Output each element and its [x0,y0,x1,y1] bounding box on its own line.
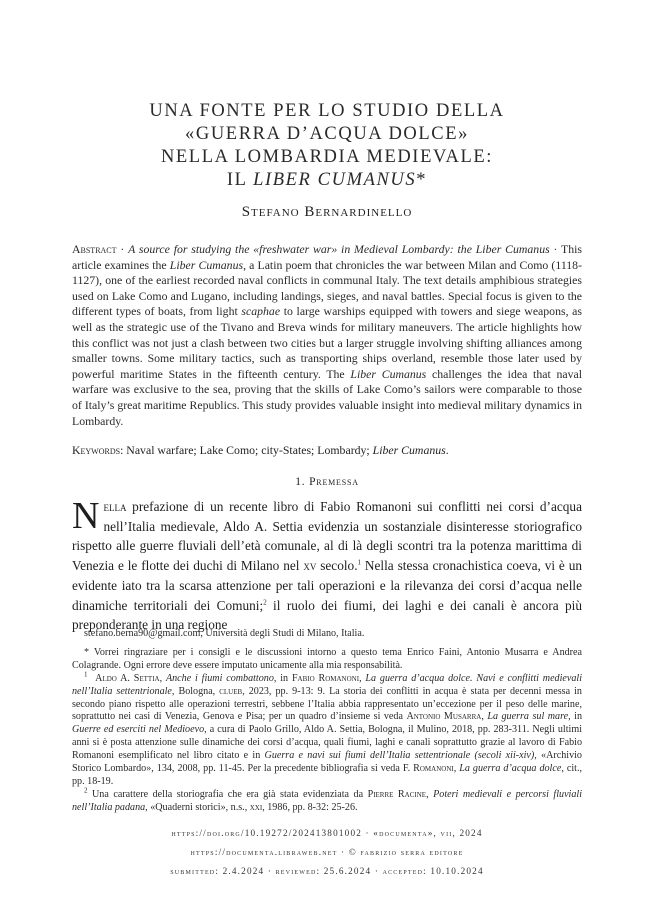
abstract-sep: · [116,242,129,256]
footnotes [72,628,582,815]
keywords-label: Keywords [72,443,121,457]
footnote-1-author-2: Fabio Romanoni [291,672,360,684]
section-title: Premessa [309,476,359,488]
footnote-2-mark: 2 [84,786,88,795]
footnote-2-text-1: Una carattere della storiografia che era già stata evidenziata da [87,788,368,800]
footnote-1-text-9: , «Archivio Storico Lombardo», 134, 2008, pp. 11-45. Per la precedente bibliografia si veda [72,750,582,775]
title-star: * [416,170,428,190]
footnote-1-italic-6: La guerra d’acqua dolce [459,763,562,775]
section-heading [72,476,582,488]
abstract-title: A source for studying the «freshwater war» in Medieval Lombardy: the Liber Cumanus [128,242,550,256]
footnote-1-text-3: , [359,672,366,684]
abstract [72,242,582,429]
footnote-1-text-2: , in [273,672,292,684]
footnote-1-text-6: , [481,711,488,723]
title-line-4 [72,169,582,192]
footer-doi[interactable]: https://doi.org/10.19272/202413801002 · «documenta», vii, 2024 [171,828,483,838]
article-title [72,100,582,192]
footnote-1-mark: 1 [84,670,88,679]
footnote-1-author-4: F. Romanoni [402,763,454,775]
body-text-4: il ruolo dei fiumi, dei laghi e dei canali è ancora più preponderante in una regione [72,597,582,633]
footnote-ref-1[interactable]: 1 [357,558,362,567]
footnote-1-text-7: , in [568,711,583,723]
footnote-1-italic-5: Guerra e navi sui fiumi dell’Italia settentrionale (secoli xii-xiv) [264,750,535,762]
footnote-1-italic-2: La guerra d’acqua dolce. Navi e conflitti medievali nell’Italia settentrionale [72,672,583,697]
author-email: stefano.berna90@gmail.com, Università degli Studi di Milano, Italia. [84,628,365,639]
body-smallcaps: ella [103,499,127,514]
footnote-1 [72,670,583,789]
footnote-2-author: Pierre Racine [367,788,427,800]
abstract-text-1: This article examines the [72,242,582,272]
footnote-1-text-5: , 2023, pp. 9-13: 9. La storia dei conflitti in acqua è stata per decenni messa in secondo piano rispetto alle operazioni terrestri, sebbene l’Italia abbia rappresentato un’eccezione per il peso delle marine, soprattutto nei casi di Venezia, Genova e Pisa; per un quadro d’insieme si veda [72,685,582,723]
keywords-italic: Liber Cumanus [372,443,446,457]
keywords-end: . [445,443,449,457]
footnote-1-text-1: , [159,672,166,684]
title-line-3: NELLA LOMBARDIA MEDIEVALE: [160,147,494,167]
footnote-1-text-11: , cit., pp. 18-19. [72,763,582,787]
title-liber: LIBER CUMANUS [253,170,417,190]
abstract-end-sep: · [549,242,558,256]
footnote-1-author: Aldo A. Settia [95,672,160,684]
abstract-liber-2: Liber Cumanus [350,366,427,381]
abstract-text-2: , a Latin poem that chronicles the war between Milan and Como (1118-1127), one of the earliest recorded naval conflicts in communal Italy. The text details amphibious strategies used on Lake Como and Lugano, including landings, sieges, and naval battles. Special focus is given to the different types of boats, from light [72,257,582,319]
title-line-1: UNA FONTE PER LO STUDIO DELLA [149,101,505,121]
abstract-text-3: to large warships equipped with towers and siege weapons, as well as the strategic use of the Tivano and Breva winds for military maneuvers. The article highlights how this conflict was not just a clash between two cities but a larger struggle involving shifting alliances among smaller towns. Some military tactics, such as transporting ships overland, resemble those later used by powerful maritime States in the fifteenth century. The [72,304,582,381]
abstract-liber-1: Liber Cumanus [169,257,244,272]
footnote-1-italic-4: Guerre ed eserciti nel Medioevo [72,724,205,736]
section-number: 1. [295,476,306,488]
footnote-1-text-10: , [453,763,460,775]
abstract-text-4: challenges the idea that naval warfare was exclusive to the sea, proving that the skills of Lake Como’s sailors were comparable to those of Italy’s great maritime Republics. This study provides valuable insight into medieval military dynamics in Lombardy. [72,366,582,428]
footnote-2 [72,786,583,815]
footnote-1-author-3: Antonio Musarra [406,711,482,723]
drop-cap: N [72,495,100,537]
abstract-scaphae: scaphae [241,304,281,319]
footnote-2-italic: Poteri medievali e percorsi fluviali nell’Italia padana [72,788,583,813]
footnote-1-publisher: clueb [219,685,243,697]
keywords-text: : Naval warfare; Lake Como; city-States; Lombardy; [120,443,373,457]
body-paragraph [72,497,582,635]
footnote-star-text: Vorrei ringraziare per i consigli e le discussioni intorno a questo tema Enrico Faini, Antonio Musarra e Andrea Colagrande. Ogni errore deve essere imputato unicamente alla mia responsabilità. [72,646,582,671]
body-text-3: Nella stessa cronachistica coeva, vi è un evidente iato tra la scarsa attenzione per tali operazioni e la rilevanza dei corsi d’acqua nelle dinamiche territoriali dei Comuni; [72,558,583,613]
body-century: xv [303,558,317,574]
footer-dates: submitted: 2.4.2024 · reviewed: 25.6.2024 · accepted: 10.10.2024 [170,866,484,876]
footer-website[interactable]: https://documenta.libraweb.net · © fabrizio serra editore [190,847,464,857]
footnote-1-text-8: , a cura di Paolo Grillo, Aldo A. Settia, Bologna, il Mulino, 2018, pp. 283-311. Negli ultimi anni si è posta attenzione sulle dinamiche dei corsi d’acqua, quali fiumi, laghi e canali soprattutto grazie al lavoro di Fabio Romanoni esemplificato nel libro citato e in [72,724,583,762]
title-prefix: IL [226,170,254,190]
footnote-1-italic-1: Anche i fiumi combattono [165,672,274,684]
body-text-1: prefazione di un recente libro di Fabio Romanoni sui conflitti nei corsi d’acqua nell’Italia medievale, Aldo A. Settia evidenzia un sostanziale disinteresse storiografico rispetto alle guerre fluviali dell’età comunale, al di là degli scontri tra la potenza marittima di Venezia e le flotte dei duchi di Milano nel [72,499,582,574]
footnote-2-volume: xxi [249,801,263,813]
footnote-star-mark: * [84,646,90,658]
footnote-2-text-2: , [426,788,434,800]
footnote-1-text-4: , Bologna, [171,685,220,697]
footnote-ref-2[interactable]: 2 [263,598,267,607]
footnote-2-text-3: , «Quaderni storici», n.s., [145,801,250,813]
keywords [72,443,582,459]
title-line-2: «GUERRA D’ACQUA DOLCE» [185,124,469,144]
footnote-1-italic-3: La guerra sul mare [487,711,569,723]
body-text-2: secolo. [316,558,358,574]
author-name: Stefano Bernardinello [241,204,413,220]
abstract-label: Abstract [72,242,117,256]
footnote-star [72,647,582,673]
footnote-2-text-4: , 1986, pp. 8-32: 25-26. [262,801,358,813]
